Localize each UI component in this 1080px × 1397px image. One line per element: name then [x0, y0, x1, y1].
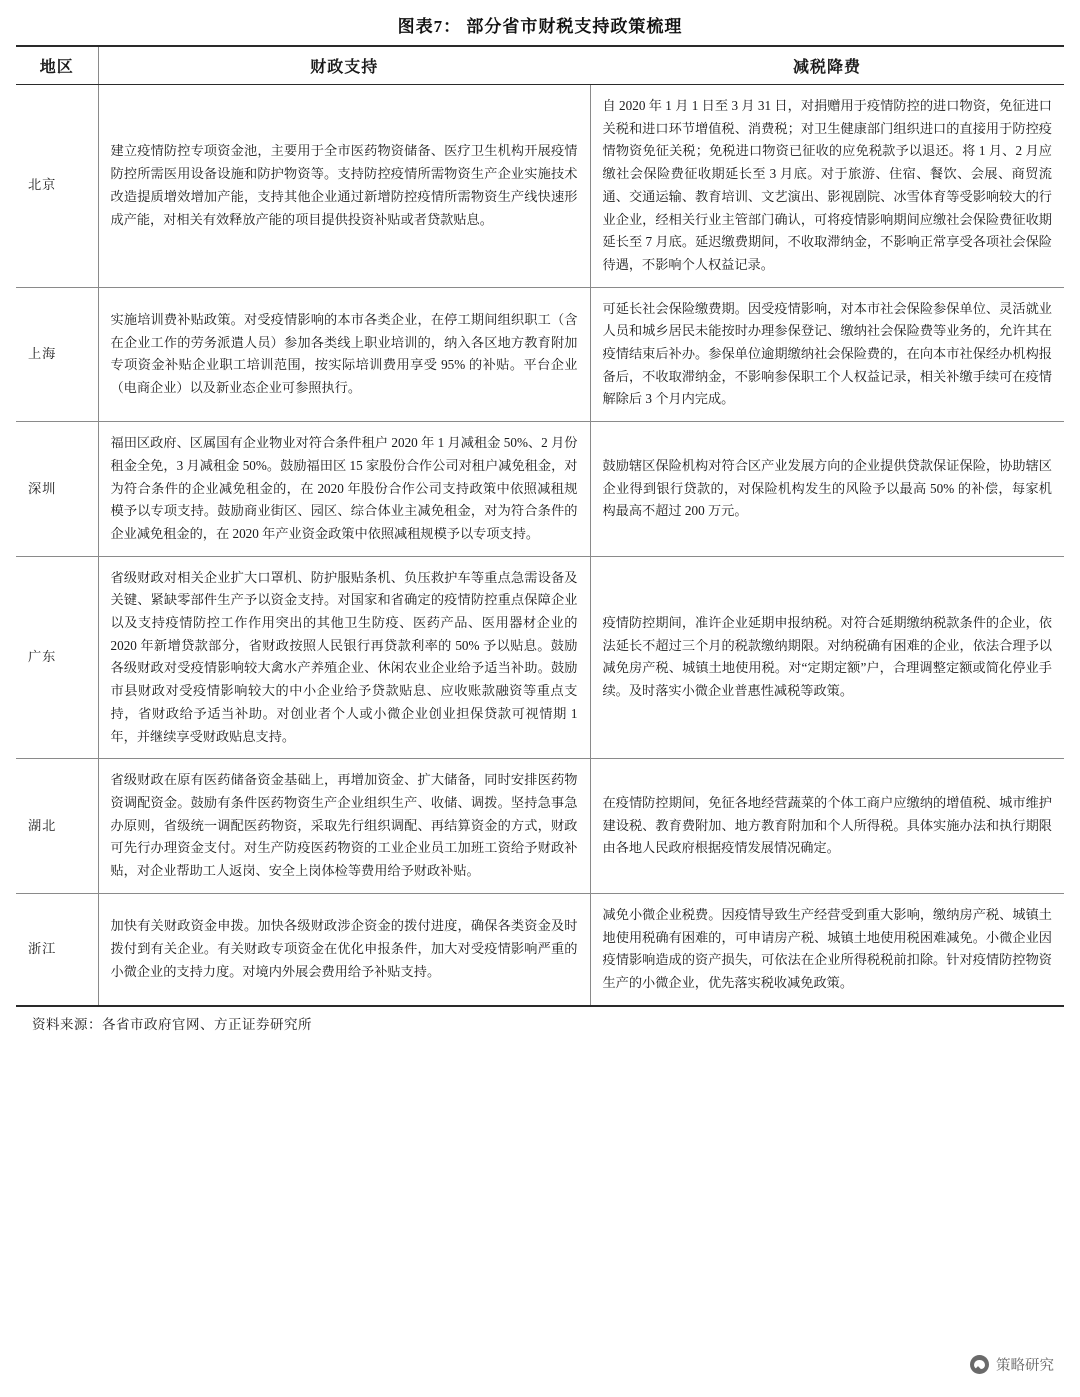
tax-reduction-cell: 在疫情防控期间，免征各地经营蔬菜的个体工商户应缴纳的增值税、城市维护建设税、教育费附加、地方教育附加和个人所得税。具体实施办法和执行期限由各地人民政府根据疫情发展情况确定。 [590, 759, 1064, 894]
fiscal-support-cell: 福田区政府、区属国有企业物业对符合条件租户 2020 年 1 月减租金 50%、2 月份租金全免，3 月减租金 50%。鼓励福田区 15 家股份合作公司对租户减免租金，对为符合条件的企业减免租金的，在 2020 年股份合作公司支持政策中依照减租规模予以专项支持。鼓励商业街区、园区、综合体业主减免租金，对为符合条件的企业减免租金的，在 2020 年产业资金政策中依照减租规模予以专项支持。 [98, 422, 590, 557]
region-cell: 北京 [16, 85, 98, 288]
table-row [16, 287, 1064, 422]
table-row [16, 85, 1064, 288]
fiscal-support-cell: 实施培训费补贴政策。对受疫情影响的本市各类企业，在停工期间组织职工（含在企业工作的劳务派遣人员）参加各类线上职业培训的，纳入各区地方教育附加专项资金补贴企业职工培训范围，按实际培训费用享受 95% 的补贴。平台企业（电商企业）以及新业态企业可参照执行。 [98, 287, 590, 422]
table-row [16, 759, 1064, 894]
table-row [16, 422, 1064, 557]
tax-reduction-cell: 可延长社会保险缴费期。因受疫情影响，对本市社会保险参保单位、灵活就业人员和城乡居民未能按时办理参保登记、缴纳社会保险费等业务的，允许其在疫情结束后补办。参保单位逾期缴纳社会保险费的，在向本市社保经办机构报备后，不收取滞纳金，不影响参保职工个人权益记录，相关补缴手续可在疫情解除后 3 个月内完成。 [590, 287, 1064, 422]
table-row [16, 893, 1064, 1005]
tax-reduction-cell: 自 2020 年 1 月 1 日至 3 月 31 日，对捐赠用于疫情防控的进口物资，免征进口关税和进口环节增值税、消费税；对卫生健康部门组织进口的直接用于防控疫情物资免征关税；免税进口物资已征收的应免税款予以退还。将 1 月、2 月应缴社会保险费征收期延长至 3 月底。对于旅游、住宿、餐饮、会展、商贸流通、交通运输、教育培训、文艺演出、影视剧院、冰雪体育等受影响较大的行业企业，经相关行业主管部门确认，可将疫情影响期间应缴社会保险费征收期延长至 7 月底。延迟缴费期间，不收取滞纳金，不影响正常享受各项社会保险待遇，不影响个人权益记录。 [590, 85, 1064, 288]
region-cell: 浙江 [16, 893, 98, 1005]
tax-reduction-cell: 减免小微企业税费。因疫情导致生产经营受到重大影响，缴纳房产税、城镇土地使用税确有困难的，可申请房产税、城镇土地使用税困难减免。小微企业因疫情影响造成的资产损失，可依法在企业所得税税前扣除。针对疫情防控物资生产的小微企业，优先落实税收减免政策。 [602, 906, 1052, 990]
column-header-tax: 减税降费 [590, 46, 1064, 85]
table-header-row [16, 46, 1064, 85]
region-cell: 广东 [16, 556, 98, 759]
tax-reduction-cell: 鼓励辖区保险机构对符合区产业发展方向的企业提供贷款保证保险，协助辖区企业得到银行贷款的，对保险机构发生的风险予以最高 50% 的补偿，每家机构最高不超过 200 万元。 [590, 422, 1064, 557]
region-cell: 深圳 [16, 422, 98, 557]
page-title: 图表7： 部分省市财税支持政策梳理 [397, 17, 683, 36]
policy-table [16, 45, 1064, 1007]
fiscal-support-cell: 加快有关财政资金申拨。加快各级财政涉企资金的拨付进度，确保各类资金及时拨付到有关企业。有关财政专项资金在优化申报条件，加大对受疫情影响严重的小微企业的支持力度。对境内外展会费用给予补贴支持。 [98, 893, 590, 1005]
watermark-label: 策略研究 [996, 1358, 1054, 1374]
region-cell: 上海 [16, 287, 98, 422]
fiscal-support-cell: 建立疫情防控专项资金池，主要用于全市医药物资储备、医疗卫生机构开展疫情防控所需医用设备设施和防护物资等。支持防控疫情所需物资生产企业实施技术改造提质增效增加产能，支持其他企业通过新增防控疫情所需物资生产线快速形成产能，对相关有效释放产能的项目提供投资补贴或者贷款贴息。 [98, 85, 590, 288]
fiscal-support-cell: 省级财政在原有医药储备资金基础上，再增加资金、扩大储备，同时安排医药物资调配资金。鼓励有条件医药物资生产企业组织生产、收储、调拨。坚持急事急办原则，省级统一调配医药物资，采取先行组织调配、再结算资金的方式，财政可先行办理资金支付。对生产防疫医药物资的工业企业员工加班工资给予财政补贴，对企业帮助工人返岗、安全上岗体检等费用给予财政补贴。 [98, 759, 590, 894]
wechat-logo-icon [970, 1355, 989, 1374]
source-note: 资料来源：各省市政府官网、方正证券研究所 [32, 1016, 312, 1032]
region-cell: 湖北 [16, 759, 98, 894]
column-header-fiscal: 财政支持 [98, 46, 590, 85]
watermark [970, 1354, 1054, 1375]
tax-reduction-cell: 疫情防控期间，准许企业延期申报纳税。对符合延期缴纳税款条件的企业，依法延长不超过三个月的税款缴纳期限。对纳税确有困难的企业，依法合理予以减免房产税、城镇土地使用税。对“定期定额”户，合理调整定额或简化停业手续。及时落实小微企业普惠性减税等政策。 [590, 556, 1064, 759]
table-row [16, 556, 1064, 759]
fiscal-support-cell: 省级财政对相关企业扩大口罩机、防护服贴条机、负压救护车等重点急需设备及关键、紧缺零部件生产予以资金支持。对国家和省确定的疫情防控重点保障企业以及支持疫情防控工作作用突出的其他卫生防疫、医药产品、医用器材企业的 2020 年新增贷款部分，省财政按照人民银行再贷款利率的 50% 予以贴息。鼓励各级财政对受疫情影响较大禽水产养殖企业、休闲农业企业给予适当补助。鼓励市县财政对受疫情影响较大的中小企业给予贷款贴息、应收账款融资等重点支持，省财政给予适当补助。对创业者个人或小微企业创业担保贷款可视情期 1 年，并继续享受财政贴息支持。 [98, 556, 590, 759]
column-header-region: 地区 [16, 46, 98, 85]
